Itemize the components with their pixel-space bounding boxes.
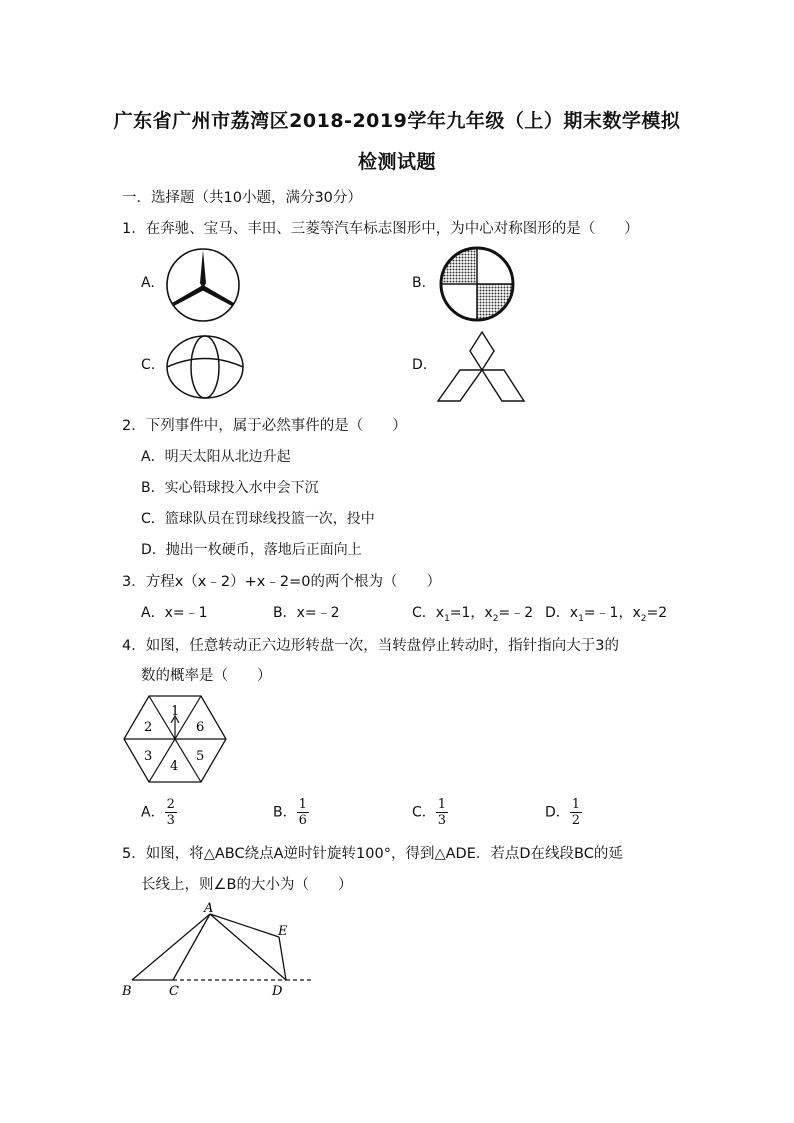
toyota-logo-figure <box>163 332 247 402</box>
mitsubishi-logo-figure <box>436 330 526 405</box>
point-d-label: D <box>272 984 283 999</box>
q1-option-a-label: A. <box>141 275 155 291</box>
page-title-line-1: 广东省广州市荔湾区2018-2019学年九年级（上）期末数学模拟 <box>113 110 681 132</box>
spinner-number-3: 3 <box>144 749 153 764</box>
spinner-number-6: 6 <box>196 720 205 735</box>
point-b-label: B <box>122 984 132 999</box>
hexagon-spinner-figure <box>120 694 232 786</box>
q1-option-d-label: D. <box>412 357 428 373</box>
question-4-stem-line-1: 4．如图，任意转动正六边形转盘一次，当转盘停止转动时，指针指向大于3的 <box>122 638 619 654</box>
q2-option-b: B．实心铅球投入水中会下沉 <box>141 480 319 496</box>
q2-option-a: A．明天太阳从北边升起 <box>141 449 291 465</box>
q4-option-c: C． $\frac{1}{3}$ <box>412 797 447 828</box>
point-a-label: A <box>204 901 214 916</box>
triangle-rotation-figure <box>118 900 318 1000</box>
point-c-label: C <box>169 984 179 999</box>
question-5-stem-line-1: 5．如图，将△ABC绕点A逆时针旋转100°，得到△ADE．若点D在线段BC的延 <box>122 846 623 862</box>
question-2-stem: 2．下列事件中，属于必然事件的是（ ） <box>122 418 407 434</box>
spinner-number-5: 5 <box>196 749 205 764</box>
q2-option-d: D．抛出一枚硬币，落地后正面向上 <box>141 542 362 558</box>
point-e-label: E <box>278 924 288 939</box>
q3-option-b: B．x=﹣2 <box>273 605 340 621</box>
q4-option-d: D． $\frac{1}{2}$ <box>545 797 581 828</box>
q2-option-c: C．篮球队员在罚球线投篮一次，投中 <box>141 511 375 527</box>
question-4-stem-line-2: 数的概率是（ ） <box>141 668 272 684</box>
page-title-line-2: 检测试题 <box>357 151 436 173</box>
bmw-logo-figure <box>437 244 517 324</box>
q1-option-c-label: C. <box>141 357 156 373</box>
section-heading: 一．选择题（共10小题，满分30分） <box>122 190 362 206</box>
spinner-number-2: 2 <box>144 720 153 735</box>
q3-option-d: D．$x_1=﹣1$，$x_2=2$ <box>545 605 668 624</box>
q3-option-c: C．$x_1=1$，$x_2=﹣2$ <box>412 605 534 624</box>
question-1-stem: 1．在奔驰、宝马、丰田、三菱等汽车标志图形中，为中心对称图形的是（ ） <box>122 221 639 237</box>
question-5-stem-line-2: 长线上，则∠B的大小为（ ） <box>141 877 353 893</box>
q3-option-a: A．x=﹣1 <box>141 605 208 621</box>
spinner-number-1: 1 <box>171 704 180 719</box>
spinner-number-4: 4 <box>170 759 179 774</box>
question-3-stem: 3．方程x（x﹣2）+x﹣2=0的两个根为（ ） <box>122 574 441 590</box>
q4-option-b: B． $\frac{1}{6}$ <box>273 797 307 828</box>
q4-option-a: A． $\frac{2}{3}$ <box>141 797 175 828</box>
q1-option-b-label: B. <box>412 275 427 291</box>
mercedes-logo-figure <box>163 245 243 325</box>
